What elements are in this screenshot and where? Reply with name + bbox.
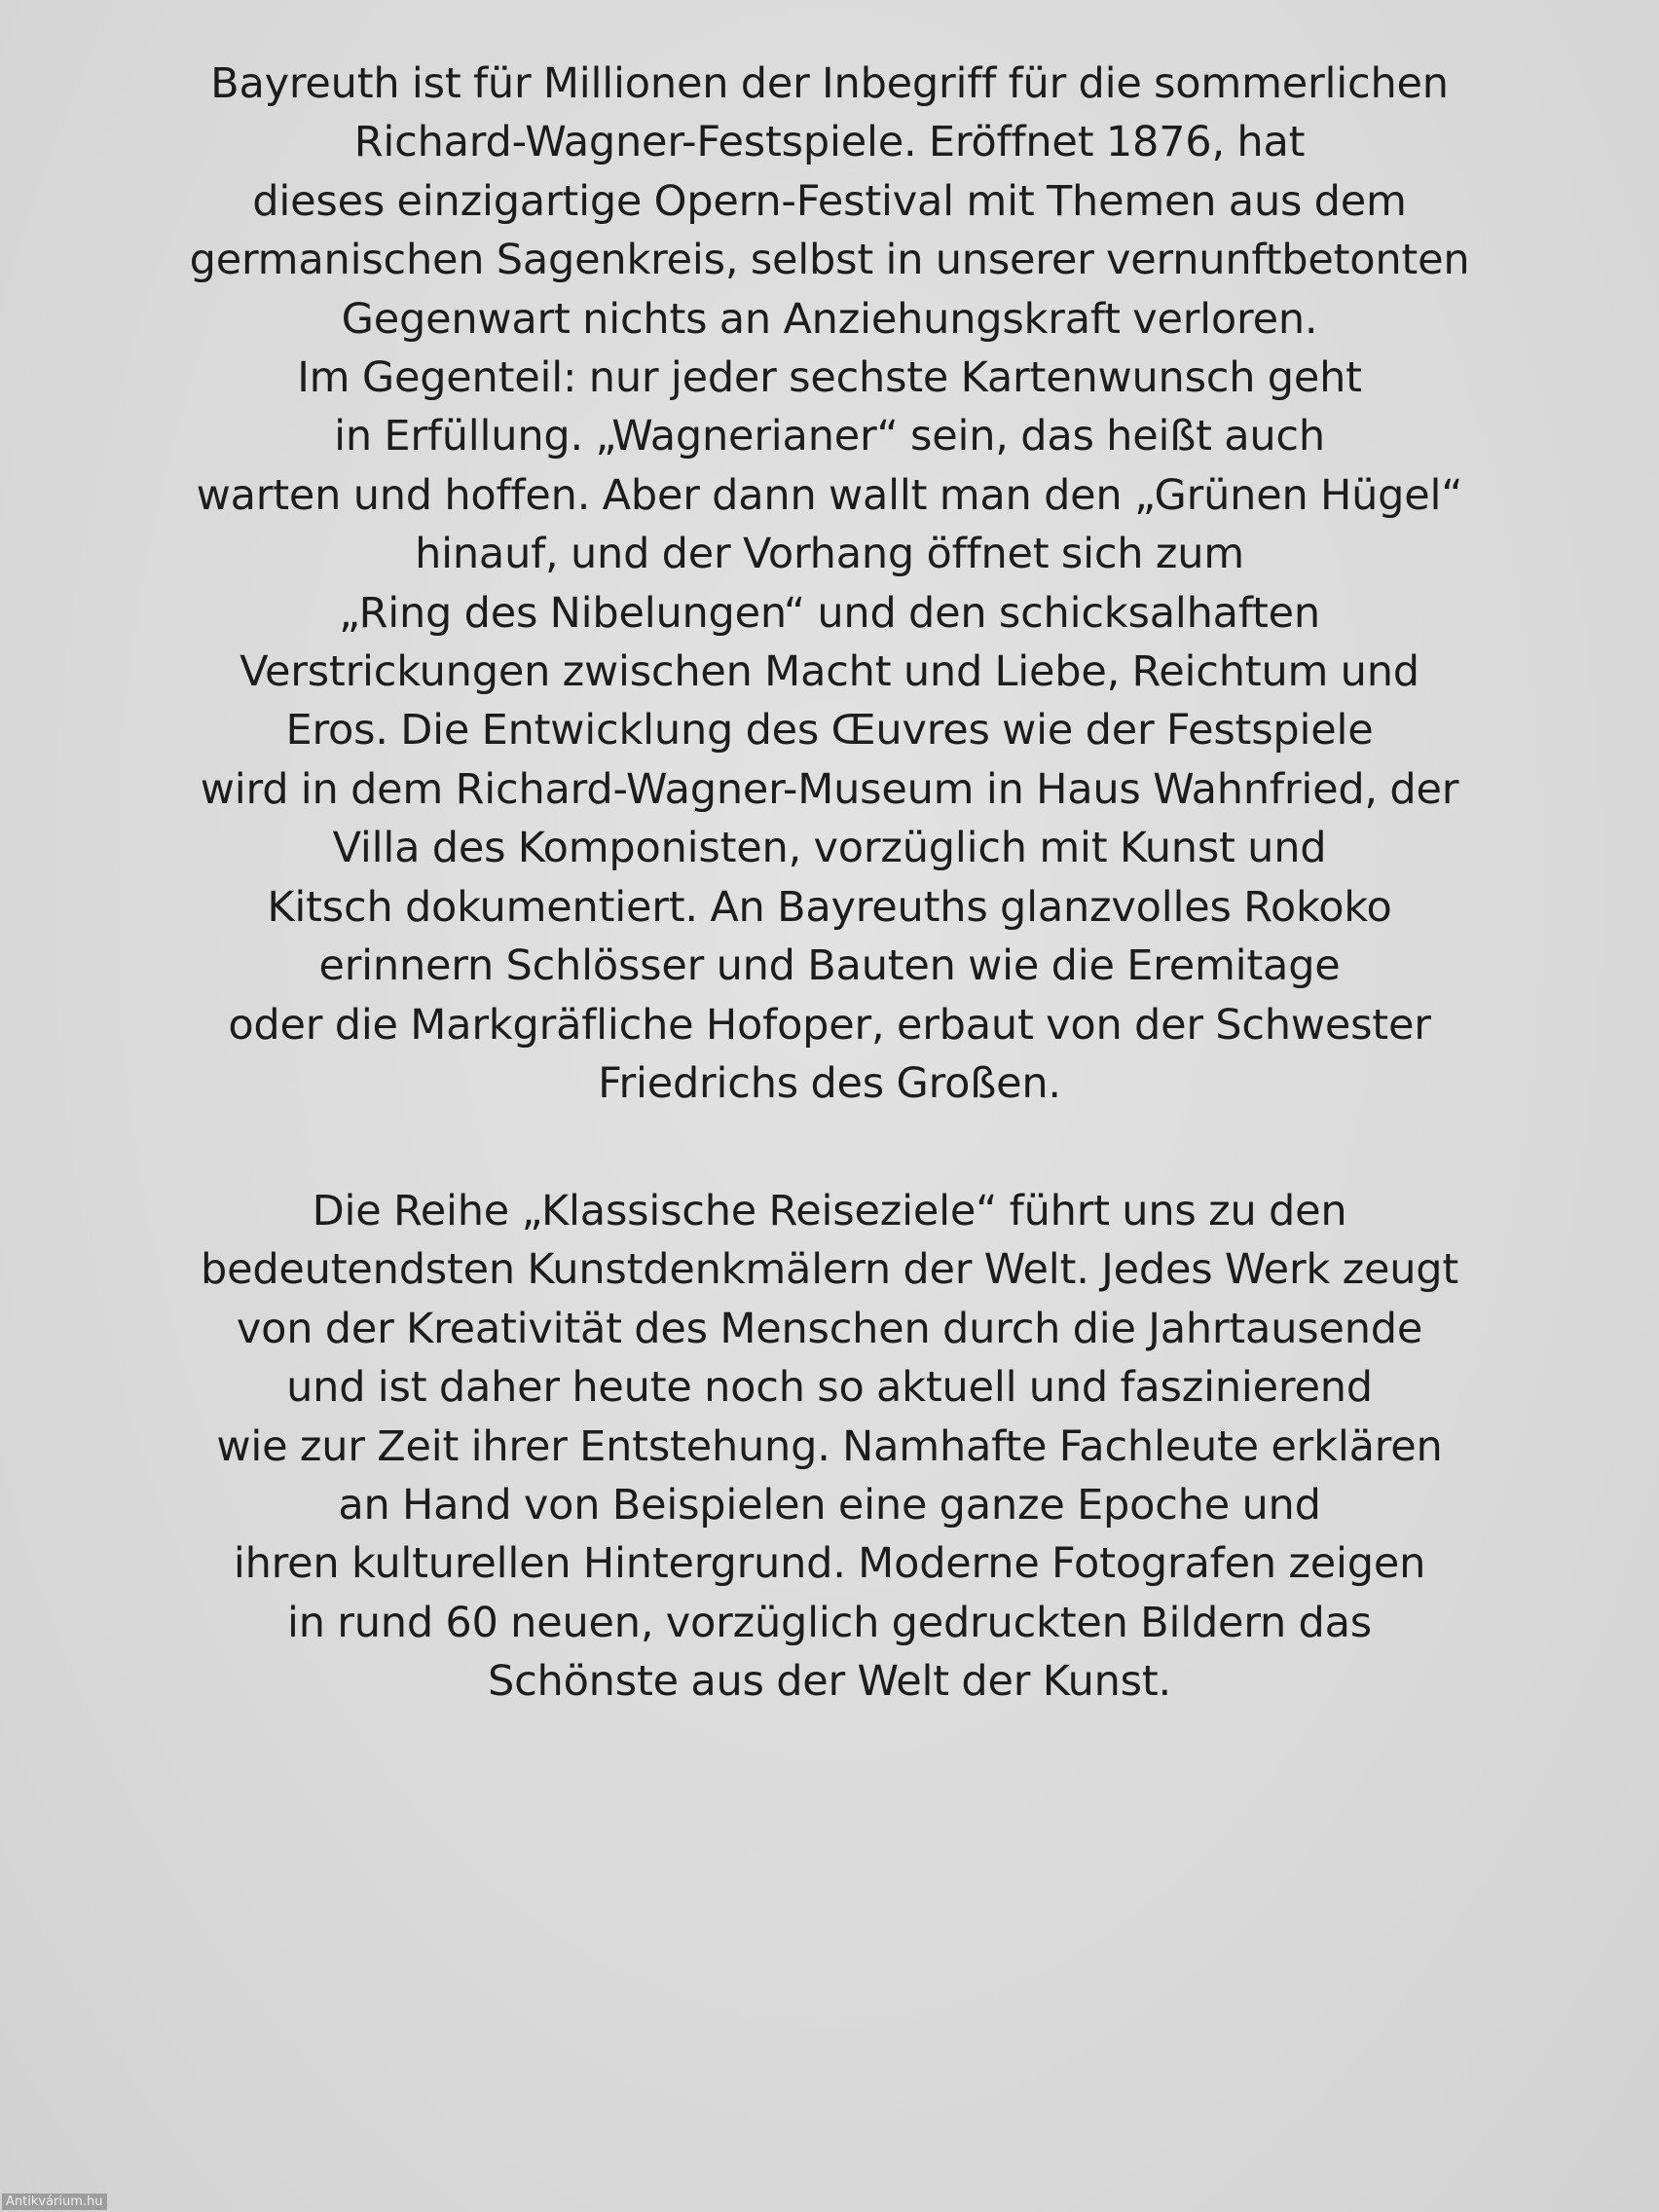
text-line: an Hand von Beispielen eine ganze Epoche und xyxy=(338,1481,1321,1530)
text-line: Bayreuth ist für Millionen der Inbegriff für die sommerlichen xyxy=(210,59,1449,108)
text-line: Friedrichs des Großen. xyxy=(598,1058,1061,1108)
text-line: „Ring des Nibelungen“ und den schicksalhaften xyxy=(339,588,1320,638)
text-line: Gegenwart nichts an Anziehungskraft verloren. xyxy=(341,294,1318,344)
text-line: und ist daher heute noch so aktuell und faszinierend xyxy=(286,1363,1373,1413)
paragraph-series-description xyxy=(58,1182,1601,1712)
text-line: erinnern Schlösser und Bauten wie die Eremitage xyxy=(318,941,1341,991)
text-line: von der Kreativität des Menschen durch die Jahrtausende xyxy=(236,1304,1423,1353)
text-line: Verstrickungen zwischen Macht und Liebe, Reichtum und xyxy=(240,647,1419,697)
text-line: wie zur Zeit ihrer Entstehung. Namhafte Fachleute erklären xyxy=(216,1421,1443,1471)
text-line: in rund 60 neuen, vorzüglich gedruckten Bildern das xyxy=(286,1598,1372,1647)
text-line: bedeutendsten Kunstdenkmälern der Welt. Jedes Werk zeugt xyxy=(200,1245,1459,1295)
text-line: warten und hoffen. Aber dann wallt man den „Grünen Hügel“ xyxy=(196,470,1463,520)
text-line: germanischen Sagenkreis, selbst in unserer vernunftbetonten xyxy=(189,236,1470,285)
text-line: in Erfüllung. „Wagnerianer“ sein, das heißt auch xyxy=(334,412,1325,461)
paragraph-bayreuth xyxy=(58,55,1601,1113)
text-line: oder die Markgräfliche Hofoper, erbaut von der Schwester xyxy=(228,1000,1431,1050)
text-line: hinauf, und der Vorhang öffnet sich zum xyxy=(415,530,1244,579)
text-line: Eros. Die Entwicklung des Œuvres wie der Festspiele xyxy=(285,706,1374,756)
text-line: Richard-Wagner-Festspiele. Eröffnet 1876, hat xyxy=(353,118,1306,167)
text-line: Im Gegenteil: nur jeder sechste Kartenwunsch geht xyxy=(297,353,1362,403)
text-line: Kitsch dokumentiert. An Bayreuths glanzvolles Rokoko xyxy=(267,882,1392,932)
text-line: Villa des Komponisten, vorzüglich mit Kunst und xyxy=(332,824,1327,873)
text-line: Die Reihe „Klassische Reiseziele“ führt uns zu den xyxy=(312,1187,1347,1235)
watermark: Antikvárium.hu xyxy=(2,2194,107,2210)
text-line: Schönste aus der Welt der Kunst. xyxy=(487,1657,1172,1707)
text-line: wird in dem Richard-Wagner-Museum in Haus Wahnfried, der xyxy=(200,764,1459,814)
text-line: ihren kulturellen Hintergrund. Moderne Fotografen zeigen xyxy=(233,1539,1426,1589)
text-line: dieses einzigartige Opern-Festival mit Themen aus dem xyxy=(252,176,1407,226)
